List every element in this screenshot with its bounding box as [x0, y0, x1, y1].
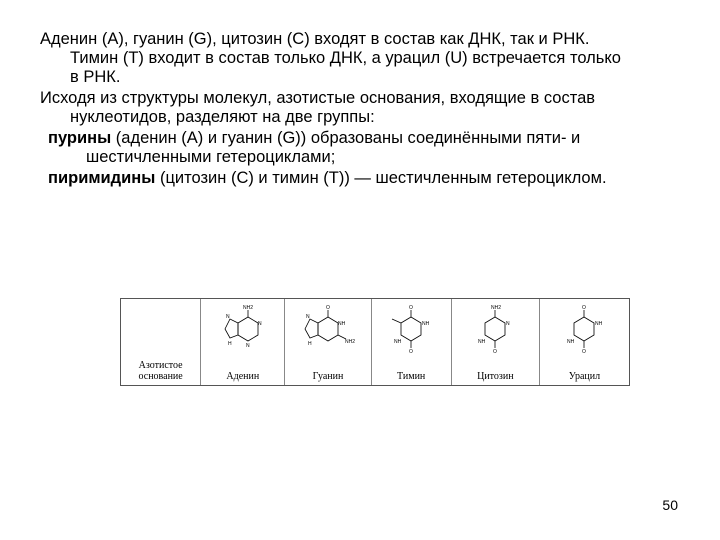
base-cell-guanine	[285, 299, 371, 385]
svg-text:O: O	[582, 305, 587, 311]
text-line: шестичленными гетероциклами;	[86, 148, 336, 166]
term-purines: пурины	[48, 129, 112, 147]
svg-text:O: O	[582, 349, 587, 355]
svg-text:N: N	[245, 343, 250, 349]
text-line: нуклеотидов, разделяют на две группы:	[70, 108, 375, 126]
base-cell-thymine	[372, 299, 452, 385]
text-line: Тимин (T) входит в состав только ДНК, а урацил (U) встречается только	[70, 49, 621, 67]
paragraph-bases-composition	[40, 30, 700, 87]
text-line: Исходя из структуры молекул, азотистые основания, входящие в состав	[40, 89, 596, 107]
svg-text:NH2: NH2	[491, 305, 502, 311]
svg-text:NH: NH	[567, 339, 575, 345]
svg-text:NH2: NH2	[242, 305, 253, 311]
base-name: Тимин	[397, 371, 426, 382]
header-label: Азотистое основание	[138, 360, 183, 382]
uracil-structure-icon	[559, 305, 609, 361]
cytosine-structure-icon	[470, 305, 520, 361]
text-line: Аденин (A), гуанин (G), цитозин (C) входят в состав как ДНК, так и РНК.	[40, 30, 590, 48]
text-line: (аденин (A) и гуанин (G)) образованы соединёнными пяти- и	[111, 129, 581, 147]
thymine-structure-icon	[386, 305, 436, 361]
nitrogen-bases-table	[120, 298, 630, 386]
svg-text:NH2: NH2	[344, 339, 355, 345]
guanine-structure-icon	[298, 305, 358, 361]
svg-text:N: N	[225, 314, 230, 320]
svg-text:H: H	[227, 341, 232, 347]
svg-text:NH: NH	[595, 321, 603, 327]
page-number: 50	[662, 497, 678, 513]
svg-text:N: N	[305, 314, 310, 320]
base-cell-cytosine	[452, 299, 540, 385]
base-cell-uracil	[540, 299, 629, 385]
svg-text:O: O	[325, 305, 330, 311]
svg-text:NH: NH	[394, 339, 402, 345]
svg-text:NH: NH	[422, 321, 430, 327]
base-name: Аденин	[226, 371, 260, 382]
table-header-cell	[121, 299, 201, 385]
text-line: (цитозин (C) и тимин (T)) — шестичленным гетероциклом.	[155, 169, 607, 187]
svg-text:NH: NH	[337, 321, 346, 327]
base-cell-adenine	[201, 299, 285, 385]
term-pyrimidines: пиримидины	[48, 169, 156, 187]
paragraph-purines	[40, 129, 700, 167]
svg-text:O: O	[409, 305, 414, 311]
svg-text:N: N	[257, 321, 262, 327]
svg-text:NH: NH	[478, 339, 486, 345]
base-name: Цитозин	[477, 371, 514, 382]
svg-text:O: O	[409, 349, 414, 355]
text-line: в РНК.	[70, 68, 121, 86]
paragraph-pyrimidines	[40, 169, 700, 188]
paragraph-groups-intro	[40, 89, 700, 127]
svg-text:H: H	[307, 341, 312, 347]
slide-text	[40, 30, 700, 190]
svg-text:N: N	[506, 321, 510, 327]
adenine-structure-icon	[218, 305, 268, 361]
svg-text:O: O	[493, 349, 498, 355]
base-name: Урацил	[568, 371, 601, 382]
base-name: Гуанин	[312, 371, 344, 382]
